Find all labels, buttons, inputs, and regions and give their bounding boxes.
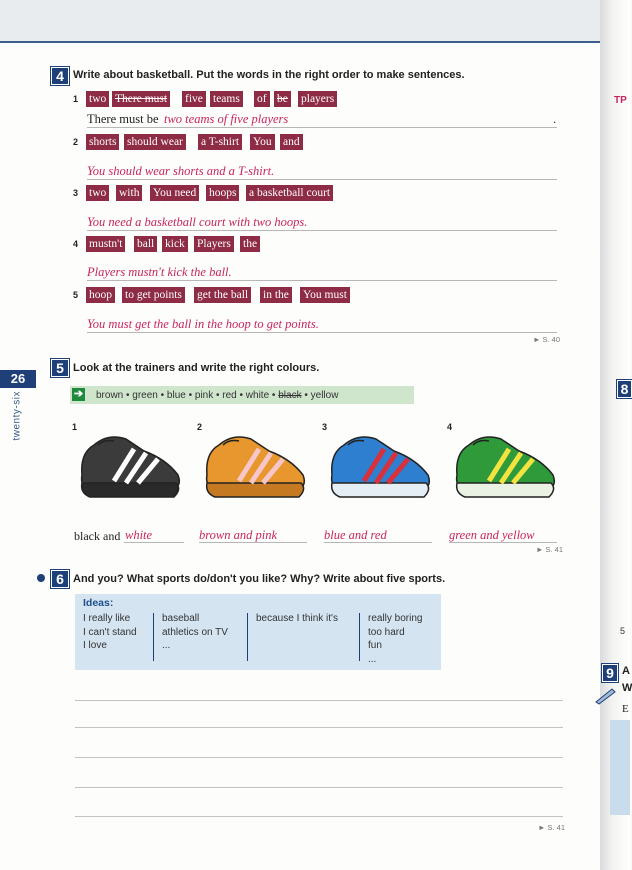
writing-line[interactable] [75, 757, 563, 758]
idea-phrase: I love [83, 640, 107, 651]
word-tile: You need [150, 185, 199, 201]
word-tile: There must [112, 91, 170, 107]
ideas-col-2 [162, 612, 228, 653]
word-tile: mustn't [86, 236, 125, 252]
exercise-4-instruction: Write about basketball. Put the words in the right order to make sentences. [73, 69, 465, 81]
sentence-prefix: There must be [87, 112, 159, 126]
answer-line [87, 332, 557, 333]
answer-line [87, 230, 557, 231]
ideas-col-1 [83, 612, 137, 653]
bullet-icon [37, 574, 45, 582]
ideas-title: Ideas: [83, 597, 114, 609]
page-number-badge: 26 [0, 370, 36, 388]
idea-phrase: ... [368, 653, 377, 665]
right-letter-5: 5 [620, 626, 626, 636]
colour-list-tail: • yellow [304, 390, 339, 401]
writing-line[interactable] [75, 727, 563, 728]
idea-phrase: fun [368, 640, 382, 651]
arrow-icon: ➔ [73, 388, 84, 400]
writing-line[interactable] [75, 700, 563, 701]
right-blue-panel [610, 720, 630, 815]
item-number: 2 [73, 137, 79, 147]
trainer-number: 4 [447, 422, 453, 432]
item-number: 3 [73, 188, 79, 198]
colour-answer[interactable]: green and yellow [449, 528, 535, 542]
word-tile: Players [194, 236, 234, 252]
trainer-number: 2 [197, 422, 203, 432]
word-tile: players [298, 91, 337, 107]
right-tp-label: TP [614, 95, 627, 106]
answer-text[interactable]: Players mustn't kick the ball. [87, 265, 232, 279]
item-number: 4 [73, 239, 79, 249]
answer-text[interactable]: two teams of five players [164, 112, 289, 126]
exercise-6-number: 6 [51, 570, 69, 588]
ideas-col-4 [368, 612, 422, 666]
idea-phrase: because I think it's [256, 613, 338, 624]
word-tile: teams [210, 91, 243, 107]
answer-line [87, 280, 557, 281]
idea-phrase: too hard [368, 626, 405, 638]
word-tile: get the ball [194, 287, 251, 303]
word-tile: shorts [86, 134, 119, 150]
exercise-5-number: 5 [51, 359, 69, 377]
answer-text[interactable]: You should wear shorts and a T-shirt. [87, 164, 275, 178]
answer-line [87, 127, 557, 128]
right-exercise-8-number: 8 [617, 380, 632, 398]
trainer-image [74, 423, 186, 505]
colour-line [324, 542, 432, 543]
right-letter-e: E [622, 703, 629, 715]
idea-phrase: I can't stand [83, 626, 137, 638]
ideas-separator [359, 613, 360, 661]
colour-list: brown • green • blue • pink • red • white • [96, 390, 276, 401]
word-tile: with [116, 185, 142, 201]
exercise-4-reference: ► S. 40 [533, 335, 561, 344]
word-tile: five [182, 91, 206, 107]
word-tile: two [86, 91, 109, 107]
exercise-5-instruction: Look at the trainers and write the right colours. [73, 362, 320, 374]
word-tile: the [240, 236, 260, 252]
ideas-separator [153, 613, 154, 661]
colour-words [96, 390, 338, 401]
answer-text[interactable]: You need a basketball court with two hoops. [87, 215, 308, 229]
word-tile: ball [134, 236, 157, 252]
ideas-box [75, 594, 441, 670]
colour-prefix: black and [74, 529, 121, 543]
colour-answer[interactable]: brown and pink [199, 528, 278, 542]
trainer-image [449, 423, 561, 505]
answer-line [87, 179, 557, 180]
idea-phrase: athletics on TV [162, 626, 228, 638]
writing-line[interactable] [75, 787, 563, 788]
idea-phrase: I really like [83, 613, 131, 624]
trainer-image [199, 423, 311, 505]
word-tile: You [250, 134, 275, 150]
exercise-4-number: 4 [51, 67, 69, 85]
colour-line [449, 542, 557, 543]
sentence-period: . [553, 112, 557, 126]
trainer-image [324, 423, 436, 505]
answer-text[interactable]: You must get the ball in the hoop to get points. [87, 317, 319, 331]
ideas-separator [247, 613, 248, 661]
right-exercise-9-number: 9 [602, 664, 618, 682]
word-tile: and [280, 134, 303, 150]
writing-line[interactable] [75, 816, 563, 817]
page-top-band [0, 0, 604, 43]
word-tile: a T-shirt [198, 134, 242, 150]
colour-line [124, 542, 184, 543]
word-tile: to get points [122, 287, 185, 303]
idea-phrase: ... [162, 640, 171, 651]
colour-line [199, 542, 307, 543]
word-tile: two [86, 185, 109, 201]
word-tile: kick [162, 236, 188, 252]
trainer-number: 1 [72, 422, 78, 432]
colour-struck: black [278, 390, 302, 401]
word-tile: of [254, 91, 270, 107]
word-tile: You must [300, 287, 350, 303]
page-number-words: twenty-six [11, 391, 23, 441]
idea-phrase: really boring [368, 613, 423, 624]
idea-phrase: baseball [162, 613, 200, 624]
word-tile: hoop [86, 287, 115, 303]
pencil-icon [594, 686, 616, 704]
ideas-col-3 [256, 612, 338, 626]
colour-answer[interactable]: white [125, 528, 153, 542]
exercise-6-reference: ► S. 41 [538, 823, 566, 832]
word-tile: should wear [124, 134, 186, 150]
item-number: 1 [73, 94, 79, 104]
word-tile: be [274, 91, 291, 107]
colour-word-box [70, 386, 414, 404]
trainer-number: 3 [322, 422, 328, 432]
item-number: 5 [73, 290, 79, 300]
right-letter-w: W [622, 682, 632, 694]
word-tile: hoops [206, 185, 239, 201]
word-tile: in the [260, 287, 292, 303]
colour-answer[interactable]: blue and red [324, 528, 387, 542]
right-page-edge [606, 0, 630, 870]
right-letter-a: A [622, 665, 630, 677]
word-tile: a basketball court [246, 185, 333, 201]
exercise-5-reference: ► S. 41 [536, 545, 564, 554]
exercise-6-instruction: And you? What sports do/don't you like? Why? Write about five sports. [73, 573, 446, 585]
